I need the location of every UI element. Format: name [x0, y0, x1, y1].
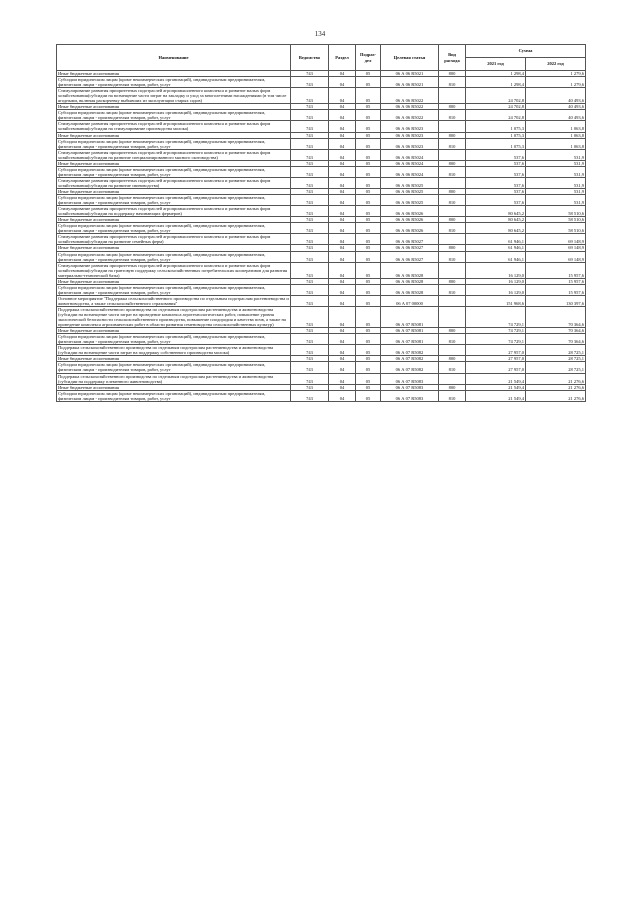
cell-sum-2021: 74 729,1	[466, 334, 526, 345]
cell-expense-type: 810	[439, 195, 466, 206]
cell-target: 06 А 07 R5082	[381, 356, 439, 362]
cell-department: 743	[291, 132, 329, 138]
table-row	[57, 390, 586, 401]
cell-section: 04	[329, 328, 356, 334]
table-row	[57, 295, 586, 306]
cell-section: 04	[329, 104, 356, 110]
cell-department: 743	[291, 356, 329, 362]
cell-department: 743	[291, 295, 329, 306]
cell-section: 04	[329, 132, 356, 138]
header-subsection: Подраз-дел	[356, 45, 381, 71]
cell-sum-2022: 58 510,6	[526, 217, 586, 223]
cell-subsection: 05	[356, 306, 381, 327]
cell-expense-type: 800	[439, 217, 466, 223]
cell-sum-2022: 15 957,6	[526, 278, 586, 284]
cell-department: 743	[291, 334, 329, 345]
table-body	[57, 71, 586, 402]
cell-department: 743	[291, 188, 329, 194]
cell-sum-2022: 1 063,8	[526, 121, 586, 132]
table-row	[57, 88, 586, 104]
header-name: Наименование	[57, 45, 291, 71]
cell-department: 743	[291, 278, 329, 284]
cell-target: 06 А 07 R5083	[381, 373, 439, 384]
cell-subsection: 05	[356, 121, 381, 132]
cell-subsection: 05	[356, 356, 381, 362]
header-year-2022: 2022 год	[526, 58, 586, 71]
cell-expense-type: 810	[439, 284, 466, 295]
cell-sum-2022: 28 725,1	[526, 345, 586, 356]
cell-sum-2021: 24 702,8	[466, 104, 526, 110]
table-row	[57, 345, 586, 356]
cell-section: 04	[329, 88, 356, 104]
cell-target: 06 А 06 R5021	[381, 77, 439, 88]
cell-subsection: 05	[356, 251, 381, 262]
cell-target: 06 А 07 R5083	[381, 390, 439, 401]
header-section: Раздел	[329, 45, 356, 71]
cell-expense-type: 800	[439, 356, 466, 362]
cell-sum-2021: 1 075,3	[466, 138, 526, 149]
cell-department: 743	[291, 384, 329, 390]
table-row	[57, 373, 586, 384]
cell-expense-type: 810	[439, 138, 466, 149]
cell-target: 06 А 06 R5028	[381, 278, 439, 284]
cell-department: 743	[291, 223, 329, 234]
cell-name: Иные бюджетные ассигнования	[57, 217, 291, 223]
table-row	[57, 234, 586, 245]
cell-subsection: 05	[356, 104, 381, 110]
cell-target: 06 А 06 R5026	[381, 217, 439, 223]
header-target: Целевая статья	[381, 45, 439, 71]
cell-subsection: 05	[356, 245, 381, 251]
cell-department: 743	[291, 160, 329, 166]
cell-target: 06 А 07 R5082	[381, 345, 439, 356]
header-sum: Сумма	[466, 45, 586, 58]
table-row	[57, 177, 586, 188]
cell-expense-type	[439, 88, 466, 104]
cell-target: 06 А 06 R5022	[381, 88, 439, 104]
cell-section: 04	[329, 262, 356, 278]
cell-section: 04	[329, 160, 356, 166]
cell-expense-type	[439, 306, 466, 327]
cell-expense-type	[439, 295, 466, 306]
cell-subsection: 05	[356, 132, 381, 138]
cell-department: 743	[291, 195, 329, 206]
cell-expense-type	[439, 121, 466, 132]
cell-sum-2021: 1 075,3	[466, 121, 526, 132]
cell-name: Стимулирование развития приоритетных подотраслей агропромышленного комплекса и развитие малых форм хозяйствования(субсидии на поддержку начинающих фермеров)	[57, 206, 291, 217]
cell-sum-2021: 151 968,6	[466, 295, 526, 306]
cell-department: 743	[291, 245, 329, 251]
cell-sum-2021: 21 549,4	[466, 390, 526, 401]
cell-name: Иные бюджетные ассигнования	[57, 188, 291, 194]
cell-department: 743	[291, 149, 329, 160]
cell-sum-2021: 537,6	[466, 149, 526, 160]
cell-sum-2021: 74 729,1	[466, 306, 526, 327]
cell-section: 04	[329, 373, 356, 384]
cell-department: 743	[291, 88, 329, 104]
table-header	[57, 45, 586, 71]
cell-target: 06 А 07 00000	[381, 295, 439, 306]
cell-sum-2021: 74 729,1	[466, 328, 526, 334]
cell-expense-type: 810	[439, 251, 466, 262]
cell-sum-2021: 1 298,4	[466, 77, 526, 88]
cell-subsection: 05	[356, 373, 381, 384]
cell-name: Субсидии юридическим лицам (кроме некоммерческих организаций), индивидуальным предпринимателям, физическим лицам - производителям товаров, работ, услуг	[57, 195, 291, 206]
cell-subsection: 05	[356, 284, 381, 295]
cell-section: 04	[329, 390, 356, 401]
cell-name: Иные бюджетные ассигнования	[57, 104, 291, 110]
cell-subsection: 05	[356, 195, 381, 206]
cell-sum-2021: 16 129,0	[466, 262, 526, 278]
cell-sum-2021: 61 946,1	[466, 234, 526, 245]
cell-subsection: 05	[356, 217, 381, 223]
cell-target: 06 А 06 R5024	[381, 166, 439, 177]
cell-sum-2022: 58 510,6	[526, 206, 586, 217]
cell-target: 06 А 06 R5025	[381, 188, 439, 194]
cell-sum-2021: 24 702,8	[466, 110, 526, 121]
cell-sum-2022: 531,9	[526, 188, 586, 194]
cell-sum-2022: 58 510,6	[526, 223, 586, 234]
cell-name: Субсидии юридическим лицам (кроме некоммерческих организаций), индивидуальным предпринимателям, физическим лицам - производителям товаров, работ, услуг	[57, 166, 291, 177]
cell-sum-2021: 27 957,0	[466, 362, 526, 373]
cell-name: Иные бюджетные ассигнования	[57, 384, 291, 390]
cell-sum-2022: 1 063,8	[526, 138, 586, 149]
cell-subsection: 05	[356, 278, 381, 284]
cell-department: 743	[291, 166, 329, 177]
cell-sum-2021: 1 298,4	[466, 71, 526, 77]
table-row	[57, 110, 586, 121]
cell-section: 04	[329, 356, 356, 362]
cell-subsection: 05	[356, 384, 381, 390]
cell-target: 06 А 06 R5027	[381, 234, 439, 245]
cell-name: Иные бюджетные ассигнования	[57, 328, 291, 334]
cell-sum-2022: 531,9	[526, 166, 586, 177]
cell-sum-2021: 1 075,3	[466, 132, 526, 138]
cell-sum-2022: 15 957,6	[526, 284, 586, 295]
cell-sum-2022: 1 063,8	[526, 132, 586, 138]
cell-subsection: 05	[356, 149, 381, 160]
cell-section: 04	[329, 223, 356, 234]
cell-department: 743	[291, 328, 329, 334]
cell-sum-2021: 61 946,1	[466, 245, 526, 251]
table-row	[57, 77, 586, 88]
cell-section: 04	[329, 77, 356, 88]
cell-subsection: 05	[356, 177, 381, 188]
cell-sum-2022: 531,9	[526, 177, 586, 188]
cell-expense-type	[439, 177, 466, 188]
cell-expense-type: 800	[439, 104, 466, 110]
cell-sum-2022: 21 276,6	[526, 384, 586, 390]
cell-subsection: 05	[356, 77, 381, 88]
cell-subsection: 05	[356, 390, 381, 401]
table-row	[57, 166, 586, 177]
cell-section: 04	[329, 306, 356, 327]
cell-sum-2021: 27 957,0	[466, 356, 526, 362]
cell-subsection: 05	[356, 345, 381, 356]
cell-department: 743	[291, 390, 329, 401]
cell-expense-type	[439, 234, 466, 245]
cell-section: 04	[329, 195, 356, 206]
cell-section: 04	[329, 217, 356, 223]
cell-subsection: 05	[356, 71, 381, 77]
cell-expense-type: 800	[439, 160, 466, 166]
cell-department: 743	[291, 284, 329, 295]
cell-section: 04	[329, 362, 356, 373]
cell-target: 06 А 06 R5021	[381, 71, 439, 77]
cell-department: 743	[291, 362, 329, 373]
cell-name: Субсидии юридическим лицам (кроме некоммерческих организаций), индивидуальным предпринимателям, физическим лицам - производителям товаров, работ, услуг	[57, 251, 291, 262]
cell-sum-2022: 1 279,6	[526, 77, 586, 88]
cell-expense-type: 810	[439, 110, 466, 121]
cell-expense-type: 800	[439, 188, 466, 194]
cell-section: 04	[329, 251, 356, 262]
cell-sum-2022: 70 364,6	[526, 306, 586, 327]
cell-sum-2022: 21 276,6	[526, 390, 586, 401]
cell-department: 743	[291, 262, 329, 278]
cell-sum-2021: 24 702,8	[466, 88, 526, 104]
cell-name: Иные бюджетные ассигнования	[57, 71, 291, 77]
cell-section: 04	[329, 278, 356, 284]
cell-target: 06 А 06 R5027	[381, 245, 439, 251]
cell-expense-type: 800	[439, 245, 466, 251]
cell-section: 04	[329, 177, 356, 188]
cell-expense-type	[439, 262, 466, 278]
cell-section: 04	[329, 121, 356, 132]
header-expense-type: Вид расхода	[439, 45, 466, 71]
cell-department: 743	[291, 177, 329, 188]
cell-target: 06 А 06 R5023	[381, 132, 439, 138]
table-row	[57, 334, 586, 345]
cell-sum-2021: 537,6	[466, 166, 526, 177]
cell-sum-2022: 1 279,6	[526, 71, 586, 77]
table-row	[57, 138, 586, 149]
cell-target: 06 А 07 R5081	[381, 334, 439, 345]
cell-section: 04	[329, 206, 356, 217]
table-row	[57, 195, 586, 206]
cell-name: Субсидии юридическим лицам (кроме некоммерческих организаций), индивидуальным предпринимателям, физическим лицам - производителям товаров, работ, услуг	[57, 334, 291, 345]
cell-section: 04	[329, 245, 356, 251]
cell-target: 06 А 06 R5028	[381, 262, 439, 278]
cell-name: Субсидии юридическим лицам (кроме некоммерческих организаций), индивидуальным предпринимателям, физическим лицам - производителям товаров, работ, услуг	[57, 362, 291, 373]
page-number: 134	[314, 30, 326, 38]
cell-expense-type: 800	[439, 71, 466, 77]
cell-target: 06 А 07 R5082	[381, 362, 439, 373]
cell-target: 06 А 07 R5083	[381, 384, 439, 390]
cell-expense-type	[439, 149, 466, 160]
cell-section: 04	[329, 166, 356, 177]
cell-target: 06 А 06 R5022	[381, 104, 439, 110]
cell-department: 743	[291, 251, 329, 262]
cell-subsection: 05	[356, 188, 381, 194]
cell-subsection: 05	[356, 262, 381, 278]
cell-section: 04	[329, 149, 356, 160]
cell-name: Стимулирование развития приоритетных подотраслей агропромышленного комплекса и развитие малых форм хозяйствования(субсидии на развитие свиноводства)	[57, 177, 291, 188]
cell-expense-type: 810	[439, 166, 466, 177]
header-department: Ведомство	[291, 45, 329, 71]
cell-name: Иные бюджетные ассигнования	[57, 245, 291, 251]
cell-sum-2022: 21 276,6	[526, 373, 586, 384]
cell-department: 743	[291, 345, 329, 356]
budget-table	[56, 44, 586, 402]
cell-sum-2021: 61 946,1	[466, 251, 526, 262]
table-row	[57, 206, 586, 217]
cell-section: 04	[329, 295, 356, 306]
cell-name: Стимулирование развития приоритетных подотраслей агропромышленного комплекса и развитие малых форм хозяйствования(субсидии на развитие семейных ферм)	[57, 234, 291, 245]
cell-expense-type: 800	[439, 278, 466, 284]
cell-sum-2022: 15 957,6	[526, 262, 586, 278]
cell-expense-type: 810	[439, 362, 466, 373]
cell-department: 743	[291, 373, 329, 384]
cell-subsection: 05	[356, 166, 381, 177]
cell-target: 06 А 06 R5024	[381, 149, 439, 160]
cell-sum-2022: 70 364,6	[526, 334, 586, 345]
cell-subsection: 05	[356, 328, 381, 334]
header-year-2021: 2021 год	[466, 58, 526, 71]
cell-subsection: 05	[356, 223, 381, 234]
cell-department: 743	[291, 77, 329, 88]
cell-sum-2022: 28 725,1	[526, 362, 586, 373]
cell-sum-2022: 28 725,1	[526, 356, 586, 362]
cell-expense-type	[439, 345, 466, 356]
cell-name: Поддержка сельскохозяйственного производства по отдельным подотраслям растениеводства и животноводства (субсидии на возмещение части затрат на поддержку собственного производства молока)	[57, 345, 291, 356]
cell-target: 06 А 06 R5025	[381, 195, 439, 206]
cell-sum-2022: 40 493,6	[526, 110, 586, 121]
cell-sum-2022: 531,9	[526, 160, 586, 166]
cell-subsection: 05	[356, 88, 381, 104]
cell-target: 06 А 07 R5081	[381, 328, 439, 334]
table-row	[57, 251, 586, 262]
cell-subsection: 05	[356, 138, 381, 149]
cell-sum-2022: 40 493,6	[526, 88, 586, 104]
cell-sum-2021: 537,6	[466, 195, 526, 206]
table-row	[57, 362, 586, 373]
cell-sum-2022: 531,9	[526, 149, 586, 160]
cell-section: 04	[329, 384, 356, 390]
cell-target: 06 А 06 R5028	[381, 284, 439, 295]
cell-sum-2021: 21 549,4	[466, 373, 526, 384]
cell-subsection: 05	[356, 160, 381, 166]
cell-subsection: 05	[356, 110, 381, 121]
cell-sum-2021: 27 957,0	[466, 345, 526, 356]
cell-sum-2022: 69 148,9	[526, 251, 586, 262]
cell-department: 743	[291, 306, 329, 327]
cell-subsection: 05	[356, 234, 381, 245]
cell-expense-type: 800	[439, 132, 466, 138]
cell-department: 743	[291, 121, 329, 132]
cell-sum-2022: 531,9	[526, 195, 586, 206]
cell-sum-2022: 69 148,9	[526, 245, 586, 251]
cell-name: Поддержка сельскохозяйственного производства по отдельным подотраслям растениеводства и животноводства (субсидии на возмещение части затрат на проведение комплекса агротехнологических работ, повышение уровня экологической безопасности сельскохозяйственного производства, повышение плодородия и качества почв, а также на проведение комплекса агрохимических работ в области развития семеноводства сельскохозяйственных культур)	[57, 306, 291, 327]
cell-sum-2021: 80 645,2	[466, 206, 526, 217]
cell-name: Стимулирование развития приоритетных подотраслей агропромышленного комплекса и развитие малых форм хозяйствования(субсидии на грантовую поддержку сельскохозяйственных потребительских кооперативов для развития материально-технической базы)	[57, 262, 291, 278]
cell-name: Иные бюджетные ассигнования	[57, 160, 291, 166]
cell-target: 06 А 06 R5027	[381, 251, 439, 262]
cell-expense-type: 800	[439, 328, 466, 334]
cell-department: 743	[291, 71, 329, 77]
cell-name: Субсидии юридическим лицам (кроме некоммерческих организаций), индивидуальным предпринимателям, физическим лицам - производителям товаров, работ, услуг	[57, 77, 291, 88]
table-row	[57, 149, 586, 160]
cell-section: 04	[329, 345, 356, 356]
cell-department: 743	[291, 138, 329, 149]
cell-section: 04	[329, 110, 356, 121]
cell-sum-2021: 80 645,2	[466, 217, 526, 223]
cell-sum-2021: 16 129,0	[466, 278, 526, 284]
cell-target: 06 А 06 R5025	[381, 177, 439, 188]
cell-sum-2022: 130 397,6	[526, 295, 586, 306]
table-row	[57, 284, 586, 295]
cell-target: 06 А 07 R5081	[381, 306, 439, 327]
cell-name: Субсидии юридическим лицам (кроме некоммерческих организаций), индивидуальным предпринимателям, физическим лицам - производителям товаров, работ, услуг	[57, 390, 291, 401]
cell-name: Стимулирование развития приоритетных подотраслей агропромышленного комплекса и развитие малых форм хозяйствования(субсидии на возмещение части затрат на закладку и уход за многолетними насаждениями (в том числе ягодными, включая раскорчевку выбывших из эксплуатации старых садов)	[57, 88, 291, 104]
table-row	[57, 262, 586, 278]
cell-expense-type	[439, 373, 466, 384]
cell-name: Субсидии юридическим лицам (кроме некоммерческих организаций), индивидуальным предпринимателям, физическим лицам - производителям товаров, работ, услуг	[57, 284, 291, 295]
cell-sum-2021: 537,6	[466, 177, 526, 188]
cell-expense-type: 810	[439, 390, 466, 401]
cell-name: Иные бюджетные ассигнования	[57, 356, 291, 362]
cell-target: 06 А 06 R5023	[381, 138, 439, 149]
table-row	[57, 223, 586, 234]
cell-name: Стимулирование развития приоритетных подотраслей агропромышленного комплекса и развитие малых форм хозяйствования(субсидии на развитие специализированного мясного скотоводства)	[57, 149, 291, 160]
cell-expense-type: 810	[439, 77, 466, 88]
cell-name: Иные бюджетные ассигнования	[57, 278, 291, 284]
cell-target: 06 А 06 R5023	[381, 121, 439, 132]
cell-expense-type: 800	[439, 384, 466, 390]
cell-section: 04	[329, 234, 356, 245]
cell-sum-2021: 21 549,4	[466, 384, 526, 390]
cell-name: Стимулирование развития приоритетных подотраслей агропромышленного комплекса и развитие малых форм хозяйствования(субсидии на стимулирование производства молока)	[57, 121, 291, 132]
cell-department: 743	[291, 110, 329, 121]
cell-sum-2021: 80 645,2	[466, 223, 526, 234]
cell-department: 743	[291, 234, 329, 245]
cell-section: 04	[329, 138, 356, 149]
cell-section: 04	[329, 188, 356, 194]
cell-target: 06 А 06 R5026	[381, 223, 439, 234]
cell-subsection: 05	[356, 206, 381, 217]
cell-expense-type	[439, 206, 466, 217]
cell-sum-2021: 537,6	[466, 188, 526, 194]
cell-name: Субсидии юридическим лицам (кроме некоммерческих организаций), индивидуальным предпринимателям, физическим лицам - производителям товаров, работ, услуг	[57, 223, 291, 234]
cell-department: 743	[291, 206, 329, 217]
cell-sum-2022: 40 493,6	[526, 104, 586, 110]
cell-name: Иные бюджетные ассигнования	[57, 132, 291, 138]
cell-target: 06 А 06 R5024	[381, 160, 439, 166]
cell-sum-2022: 69 148,9	[526, 234, 586, 245]
cell-subsection: 05	[356, 362, 381, 373]
cell-sum-2022: 70 364,6	[526, 328, 586, 334]
table-row	[57, 121, 586, 132]
cell-sum-2021: 16 129,0	[466, 284, 526, 295]
cell-section: 04	[329, 334, 356, 345]
cell-expense-type: 810	[439, 334, 466, 345]
cell-name: Поддержка сельскохозяйственного производства по отдельным подотраслям растениеводства и животноводства (субсидии на поддержку племенного животноводства)	[57, 373, 291, 384]
cell-department: 743	[291, 104, 329, 110]
cell-name: Субсидии юридическим лицам (кроме некоммерческих организаций), индивидуальным предпринимателям, физическим лицам - производителям товаров, работ, услуг	[57, 138, 291, 149]
cell-name: Субсидии юридическим лицам (кроме некоммерческих организаций), индивидуальным предпринимателям, физическим лицам - производителям товаров, работ, услуг	[57, 110, 291, 121]
cell-target: 06 А 06 R5022	[381, 110, 439, 121]
cell-subsection: 05	[356, 334, 381, 345]
cell-section: 04	[329, 284, 356, 295]
cell-expense-type: 810	[439, 223, 466, 234]
cell-name: Основное мероприятие "Поддержка сельскохозяйственного производства по отдельным подотраслям растениеводства и животноводства, а также сельскохозяйственного страхования"	[58, 295, 289, 306]
table-row	[57, 306, 586, 327]
cell-department: 743	[291, 217, 329, 223]
cell-target: 06 А 06 R5026	[381, 206, 439, 217]
cell-section: 04	[329, 71, 356, 77]
cell-sum-2021: 537,6	[466, 160, 526, 166]
cell-subsection: 05	[356, 295, 381, 306]
